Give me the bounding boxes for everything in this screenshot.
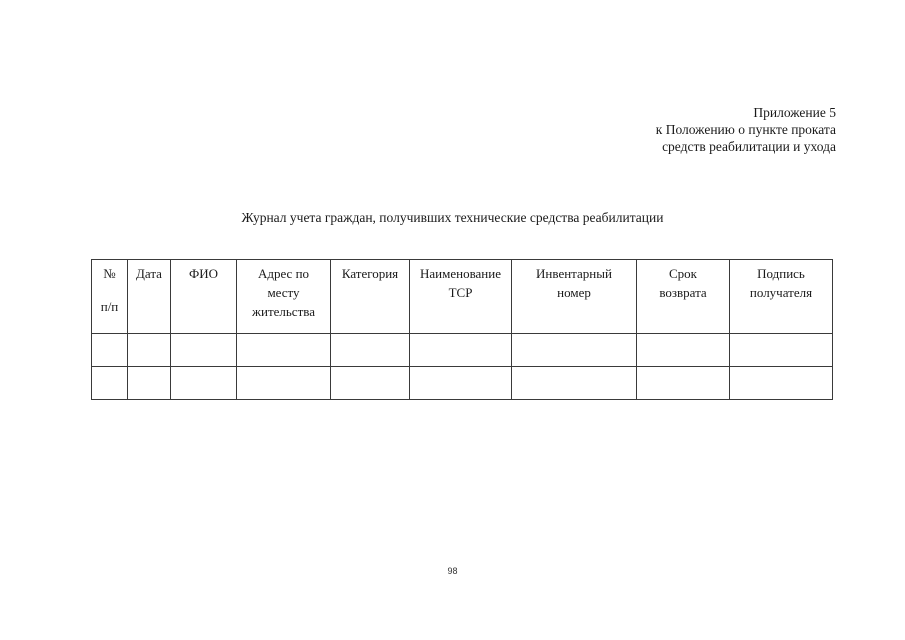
table-cell <box>92 334 128 367</box>
header-full-name: ФИО <box>171 260 237 334</box>
table-cell <box>331 334 410 367</box>
table-cell <box>637 334 730 367</box>
header-category: Категория <box>331 260 410 334</box>
header-recipient-signature: Подпись получателя <box>730 260 833 334</box>
header-return-date: Срок возврата <box>637 260 730 334</box>
table-cell <box>331 367 410 400</box>
table-cell <box>92 367 128 400</box>
header-number <box>92 260 128 334</box>
table-cell <box>128 334 171 367</box>
table-cell <box>237 334 331 367</box>
table-cell <box>410 367 512 400</box>
header-address: Адрес по месту жительства <box>237 260 331 334</box>
appendix-line-3: средств реабилитации и ухода <box>662 139 836 154</box>
header-row <box>92 260 833 334</box>
header-device-name: Наименование ТСР <box>410 260 512 334</box>
header-number-symbol: № <box>103 266 116 281</box>
table-cell <box>637 367 730 400</box>
journal-title: Журнал учета граждан, получивших технические средства реабилитации <box>241 210 664 225</box>
header-inventory-number: Инвентарный номер <box>512 260 637 334</box>
table-cell <box>171 334 237 367</box>
table-cell <box>128 367 171 400</box>
header-date: Дата <box>128 260 171 334</box>
journal-table <box>91 259 833 400</box>
table-cell <box>410 334 512 367</box>
table-cell <box>730 334 833 367</box>
table-cell <box>730 367 833 400</box>
table-cell <box>512 334 637 367</box>
table-cell <box>237 367 331 400</box>
page-number: 98 <box>447 566 458 576</box>
table-cell <box>512 367 637 400</box>
table-row <box>92 334 833 367</box>
appendix-line-1: Приложение 5 <box>753 105 836 120</box>
table-cell <box>171 367 237 400</box>
header-number-label: п/п <box>100 299 119 314</box>
appendix-line-2: к Положению о пункте проката <box>655 122 836 137</box>
table-row <box>92 367 833 400</box>
appendix-header <box>656 104 836 155</box>
